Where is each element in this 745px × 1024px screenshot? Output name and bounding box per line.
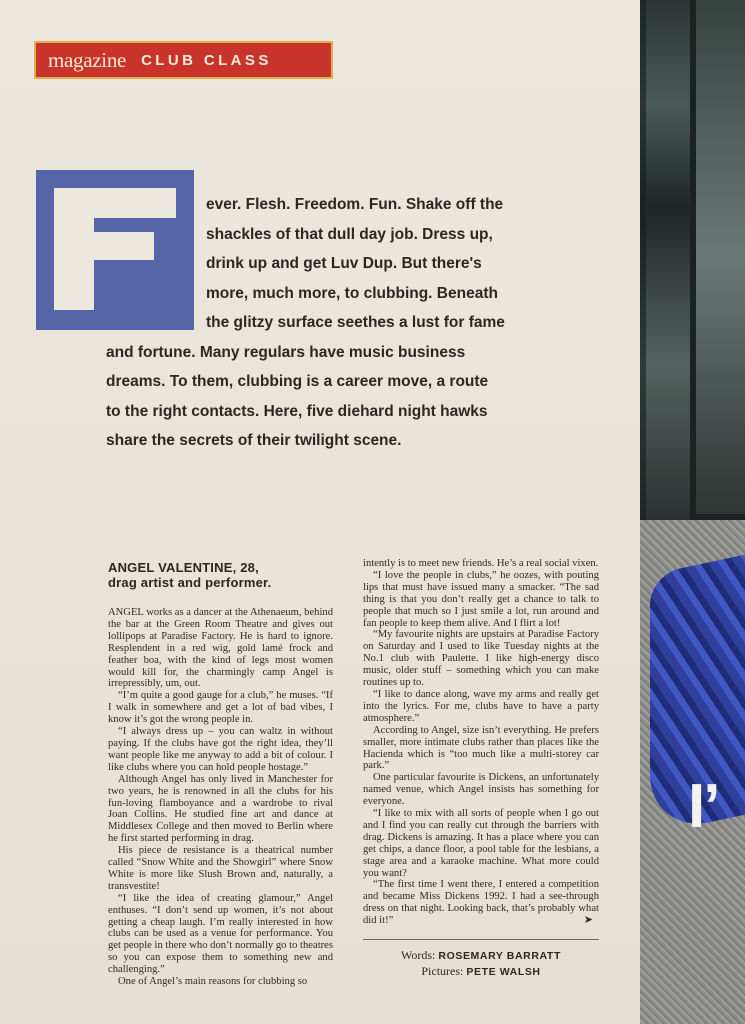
intro-line: shackles of that dull day job. Dress up, [206, 225, 493, 243]
intro-line: ever. Flesh. Freedom. Fun. Shake off the [206, 196, 504, 213]
credit-words [363, 948, 599, 964]
credit-pictures-name: PETE WALSH [466, 966, 541, 979]
photo-frame [690, 0, 745, 520]
article-paragraph: intently is to meet new friends. He’s a real social vixen. [363, 558, 599, 569]
intro-line: and fortune. Many regulars have music business [106, 343, 466, 361]
intro-standfirst [106, 190, 600, 456]
article-paragraph: One particular favourite is Dickens, an unfortunately named venue, which Angel insists has something for everyone. [363, 772, 599, 808]
column-2-body [363, 558, 599, 927]
credit-pictures [363, 964, 599, 980]
intro-line: to the right contacts. Here, five diehard night hawks [106, 402, 488, 420]
article-paragraph: According to Angel, size isn’t everything. He prefers smaller, more intimate clubs rather than places like the Hacienda which is “too much like a multi-storey car park.” [363, 724, 599, 772]
article-paragraph: “I always dress up – you can waltz in without paying. If the clubs have got the right idea, they’ll want people like me anyway to add a bit of colour. I like clubs where you can hold people hostage.” [108, 726, 333, 773]
article-column-1 [108, 560, 333, 988]
intro-line: share the secrets of their twilight scene. [106, 432, 402, 449]
credit-words-label: Words: [401, 948, 436, 963]
article-paragraph: “I love the people in clubs,” he oozes, with pouting lips that must have issued many a smacker. “The sad thing is that you don’t really get a chance to talk to people that much so I just smile a lot, run around and fan people to keep them alive. And I flirt a lot! [363, 569, 599, 629]
credit-words-name: ROSEMARY BARRATT [438, 950, 561, 963]
section-name: CLUB CLASS [141, 51, 272, 69]
side-photo [640, 0, 745, 1024]
continue-arrow-icon: ➤ [583, 914, 593, 927]
article-paragraph: One of Angel’s main reasons for clubbing so [118, 976, 308, 988]
article-paragraph: “I like to mix with all sorts of people when I go out and I find you can really cut through the barriers with drag. Dickens is amazing. It has a place where you can get chips, a dance floor, a pool table for the lesbians, a stage area and a karaoke machine. What more could you want? [363, 808, 599, 879]
article-paragraph: “I like to dance along, wave my arms and really get into the lyrics. For me, clubs have to have a party atmosphere.” [363, 688, 599, 724]
section-tag [34, 41, 333, 79]
subhead-role-line: drag artist and performer. [108, 575, 272, 590]
article-subhead [108, 560, 333, 590]
intro-line: more, much more, to clubbing. Beneath [206, 284, 498, 302]
article-paragraph: His piece de resistance is a theatrical number called “Snow White and the Showgirl” where Snow White is more like Slush Brown and, naturally, a transvestite! [108, 845, 333, 892]
intro-line: dreams. To them, clubbing is a career move, a route [106, 373, 489, 390]
article-paragraph: Although Angel has only lived in Manchester for two years, he is renowned in all the clubs for his fun-loving flamboyance and a wardrobe to rival Joan Collins. He studied fine art and dance at Middlesex College and then moved to Berlin where he first started performing in drag. [108, 773, 333, 845]
credit-pictures-label: Pictures: [421, 964, 464, 979]
column-1-body [108, 607, 333, 988]
article-paragraph: ANGEL works as a dancer at the Athenaeum, behind the bar at the Green Room Theatre and gives out lollipops at Paradise Factory. He is hard to ignore. Resplendent in a red wig, gold lamé frock and feather boa, with the kind of legs most women would kill for, the charmingly camp Angel is irrepressibly, um, out. [108, 607, 333, 690]
credits [363, 939, 599, 980]
article-paragraph: “I’m quite a good gauge for a club,” he muses. “If I walk in somewhere and get a lot of bad vibes, I know it’s got the wrong people in. [108, 690, 333, 726]
article-paragraph: “I like the idea of creating glamour,” Angel enthuses. “I don’t send up women, it’s not about getting a cheap laugh. I’m really interested in how clubs can be used as a venue for performance. You get people in there who don’t normally go to theatres so you can expose them to something new and challenging.” [108, 892, 333, 976]
photo-headline-fragment: I’ [688, 772, 719, 841]
intro-line: drink up and get Luv Dup. But there's [206, 255, 482, 272]
article-paragraph: “The first time I went there, I entered a competition and became Miss Dickens 1992. I had a see-through dress on that night. Looking back, that’s probably what did it!” ➤ [363, 879, 599, 927]
article-column-2 [363, 558, 599, 980]
intro-line: the glitzy surface seethes a lust for fame [206, 314, 505, 331]
article-paragraph: “My favourite nights are upstairs at Paradise Factory on Saturday and I used to like Tuesday nights at the No.1 club with Paulette. I like high-energy disco music, older stuff – something which you can make routines up to. [363, 629, 599, 689]
magazine-word: magazine [48, 47, 127, 72]
subhead-name-line: ANGEL VALENTINE, 28, [108, 560, 259, 575]
